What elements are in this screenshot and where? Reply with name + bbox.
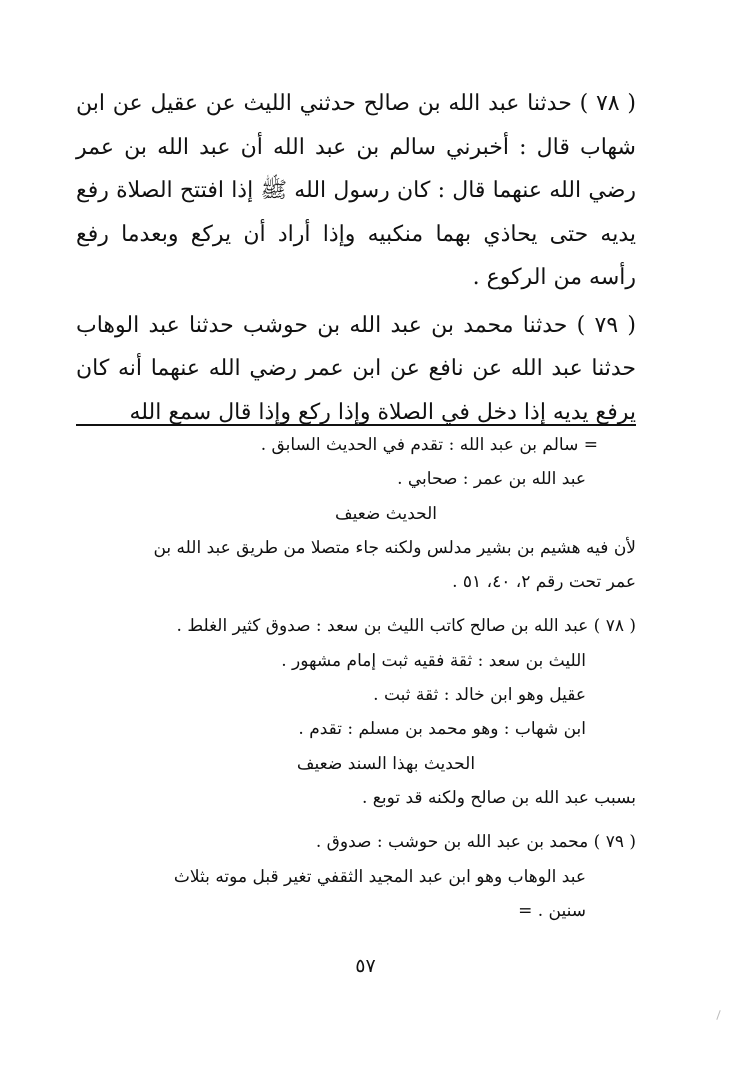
footnote-heading: الحديث ضعيف [335, 503, 437, 524]
hadith-79-text: ( ٧٩ ) حدثنا محمد بن عبد الله بن حوشب حدثنا عبد الوهاب حدثنا عبد الله عن نافع عن ابن عمر رضي الله عنهما أنه كان يرفع يديه إذا دخل في الصلاة وإذا ركع وإذا قال سمع الله [76, 312, 636, 425]
footnote-divider [76, 424, 636, 426]
footnote-line: بسبب عبد الله بن صالح ولكنه قد توبع . [361, 787, 636, 808]
footnote-line: عمر تحت رقم ٢، ٤٠، ٥١ . [452, 572, 636, 593]
footnote-line: ابن شهاب : وهو محمد بن مسلم : تقدم . [298, 719, 586, 740]
footnote-gap [76, 599, 636, 609]
footnote-line: سنين . = [518, 900, 586, 921]
footnote-line: عبد الوهاب وهو ابن عبد المجيد الثقفي تغير قبل موته بثلاث [173, 866, 586, 887]
footnote-line: عبد الله بن عمر : صحابي . [397, 469, 586, 490]
footnote-heading: الحديث بهذا السند ضعيف [296, 753, 476, 774]
main-text [76, 82, 636, 434]
footnote-gap [76, 815, 636, 825]
footnotes [76, 428, 636, 928]
footnote-line: عقيل وهو ابن خالد : ثقة ثبت . [373, 685, 586, 706]
footnote-line: لأن فيه هشيم بن بشير مدلس ولكنه جاء متصلا من طريق عبد الله بن [153, 537, 636, 558]
page-number: ٥٧ [355, 955, 376, 977]
scan-mark [716, 1010, 720, 1020]
footnote-line: ( ٧٨ ) عبد الله بن صالح كاتب الليث بن سعد : صدوق كثير الغلط . [176, 616, 636, 637]
footnote-line: = سالم بن عبد الله : تقدم في الحديث السابق . [260, 435, 598, 455]
footnote-line: ( ٧٩ ) محمد بن عبد الله بن حوشب : صدوق . [315, 832, 636, 853]
hadith-78-text: ( ٧٨ ) حدثنا عبد الله بن صالح حدثني الليث عن عقيل عن ابن شهاب قال : أخبرني سالم بن عبد الله أن عبد الله بن عمر رضي الله عنهما قال : كان رسول الله ﷺ إذا افتتح الصلاة رفع يديه حتى يحاذي بهما منكبيه وإذا أراد أن يركع وبعدما رفع رأسه من الركوع . [76, 91, 637, 290]
footnote-line: الليث بن سعد : ثقة فقيه ثبت إمام مشهور . [281, 650, 586, 671]
